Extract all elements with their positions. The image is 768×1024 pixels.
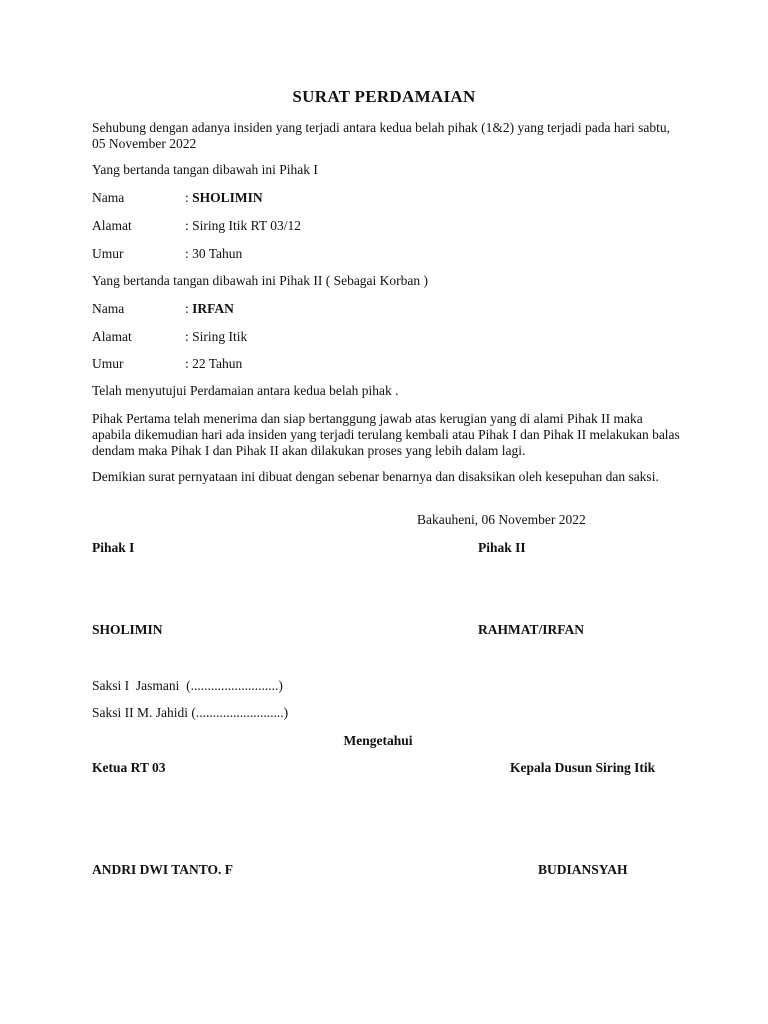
- party2-signature-name: RAHMAT/IRFAN: [478, 622, 584, 637]
- document-title: SURAT PERDAMAIAN: [292, 87, 476, 106]
- intro-paragraph: Sehubung dengan adanya insiden yang terjadi antara kedua belah pihak (1&2) yang terjadi pada hari sabtu, 05 November 2022: [92, 120, 671, 152]
- rt-head-title: Ketua RT 03: [92, 760, 166, 775]
- agreement-text: Telah menyutujui Perdamaian antara kedua belah pihak .: [92, 383, 399, 398]
- party2-name: IRFAN: [192, 301, 234, 316]
- party1-name: SHOLIMIN: [192, 190, 263, 205]
- party2-name-label: Nama: [92, 301, 125, 316]
- witness-1: Saksi I Jasmani (..........................): [92, 678, 283, 693]
- party1-age-value: : 30 Tahun: [185, 246, 243, 261]
- party2-age-label: Umur: [92, 356, 124, 371]
- party1-signature-label: Pihak I: [92, 540, 135, 555]
- witness-2: Saksi II M. Jahidi (..........................): [92, 705, 289, 720]
- party1-address-label: Alamat: [92, 218, 132, 233]
- party1-address-value: : Siring Itik RT 03/12: [185, 218, 301, 233]
- rt-head-name: ANDRI DWI TANTO. F: [92, 862, 234, 877]
- place-date: Bakauheni, 06 November 2022: [417, 512, 586, 527]
- party2-heading: Yang bertanda tangan dibawah ini Pihak II ( Sebagai Korban ): [92, 273, 429, 288]
- colon: :: [185, 301, 193, 316]
- party1-signature-name: SHOLIMIN: [92, 622, 163, 637]
- party1-heading: Yang bertanda tangan dibawah ini Pihak I: [92, 162, 318, 177]
- colon: :: [185, 190, 193, 205]
- responsibility-paragraph: Pihak Pertama telah menerima dan siap bertanggung jawab atas kerugian yang di alami Pihak II maka apabila dikemudian hari ada insiden yang terjadi terulang kembali atau Pihak I dan Pihak II melakukan balas dendam maka Pihak I dan Pihak II akan dilakukan proses yang lebih dalam lagi.: [92, 411, 680, 459]
- party2-signature-label: Pihak II: [478, 540, 526, 555]
- village-head-name: BUDIANSYAH: [538, 862, 628, 877]
- party2-address-value: : Siring Itik: [185, 329, 248, 344]
- party1-age-label: Umur: [92, 246, 124, 261]
- village-head-title: Kepala Dusun Siring Itik: [510, 760, 656, 775]
- party2-name-value: [185, 301, 234, 317]
- party1-name-label: Nama: [92, 190, 125, 205]
- party2-address-label: Alamat: [92, 329, 132, 344]
- party1-name-value: [185, 190, 263, 206]
- party2-age-value: : 22 Tahun: [185, 356, 243, 371]
- acknowledge-label: Mengetahui: [343, 733, 413, 748]
- closing-paragraph: Demikian surat pernyataan ini dibuat dengan sebenar benarnya dan disaksikan oleh kesepuhan dan saksi.: [92, 469, 659, 484]
